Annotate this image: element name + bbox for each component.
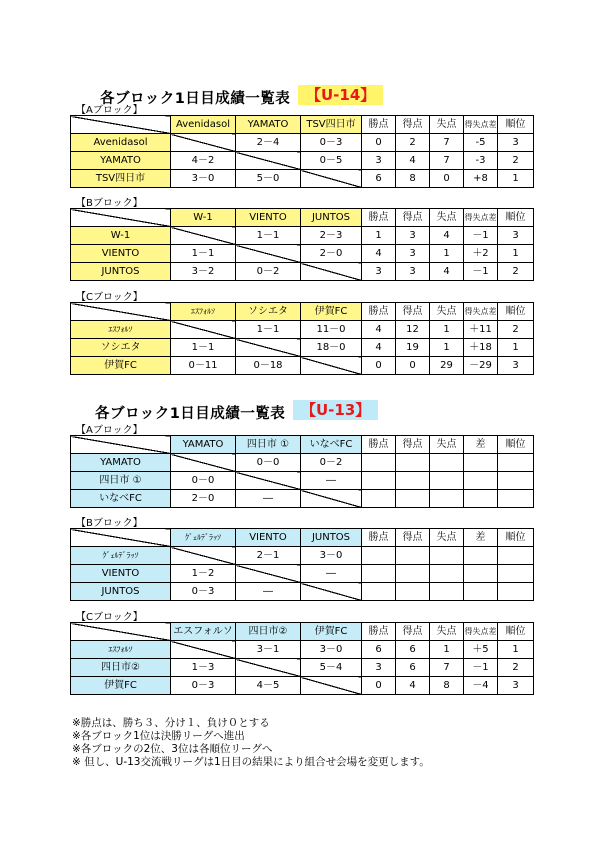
u13-block-b-table (70, 528, 534, 601)
table-header-row (71, 623, 534, 641)
table-row (71, 152, 534, 170)
stat-cell (430, 583, 464, 601)
stat-header: 得点 (396, 303, 430, 321)
stat-cell: 3 (498, 134, 534, 152)
team-header: いなべFC (301, 436, 362, 454)
stat-cell (362, 472, 396, 490)
stat-cell (396, 472, 430, 490)
stat-cell (464, 490, 498, 508)
row-team-name: VIENTO (71, 245, 171, 263)
table-row (71, 263, 534, 281)
team-header: YAMATO (171, 436, 236, 454)
note-line: ※各ブロック1位は決勝リーグへ進出 (72, 730, 245, 742)
stat-cell (396, 490, 430, 508)
stat-header: 差 (464, 529, 498, 547)
stat-cell: 1 (430, 321, 464, 339)
match-score: 2－3 (301, 227, 362, 245)
match-score: 4－2 (171, 152, 236, 170)
stat-cell: 3 (362, 152, 396, 170)
match-score: 0－3 (171, 583, 236, 601)
stat-cell: ＋5 (464, 641, 498, 659)
stat-cell: 1 (430, 339, 464, 357)
table-row (71, 357, 534, 375)
stat-cell: +8 (464, 170, 498, 188)
table-row (71, 565, 534, 583)
stat-cell: 7 (430, 152, 464, 170)
stat-header: 勝点 (362, 529, 396, 547)
match-score: 0－3 (171, 677, 236, 695)
stat-cell (498, 454, 534, 472)
note-line: ※勝点は、勝ち３、分け１、負け０とする (72, 717, 270, 729)
u13-block-c-label: 【Cブロック】 (76, 612, 143, 623)
stat-header: 得失点差 (464, 623, 498, 641)
self-match-cell (301, 357, 362, 375)
stat-header: 勝点 (362, 303, 396, 321)
team-header: 伊賀FC (301, 623, 362, 641)
stat-cell (362, 454, 396, 472)
stat-cell: 0 (430, 170, 464, 188)
team-header: VIENTO (236, 529, 301, 547)
u13-block-a-label: 【Aブロック】 (76, 425, 143, 436)
self-match-cell (171, 227, 236, 245)
stat-cell: 3 (396, 227, 430, 245)
stat-cell: 4 (396, 677, 430, 695)
self-match-cell (236, 659, 301, 677)
stat-cell: 6 (396, 659, 430, 677)
stat-cell: 1 (498, 339, 534, 357)
stat-cell (362, 565, 396, 583)
match-score: 5－0 (236, 170, 301, 188)
stat-cell: 2 (498, 321, 534, 339)
row-team-name: JUNTOS (71, 263, 171, 281)
self-match-cell (236, 245, 301, 263)
stat-cell: 4 (430, 227, 464, 245)
stat-cell (430, 490, 464, 508)
match-score: 3－1 (236, 641, 301, 659)
stat-cell: ＋2 (464, 245, 498, 263)
self-match-cell (171, 547, 236, 565)
stat-header: 失点 (430, 303, 464, 321)
stat-cell (430, 547, 464, 565)
team-header: 四日市② (236, 623, 301, 641)
stat-cell (464, 583, 498, 601)
team-header: Avenidasol (171, 116, 236, 134)
stat-cell: 12 (396, 321, 430, 339)
stat-header: 失点 (430, 116, 464, 134)
stat-cell: 4 (396, 152, 430, 170)
stat-header: 勝点 (362, 623, 396, 641)
u13-block-a-table (70, 435, 534, 508)
note-line: ※各ブロックの2位、3位は各順位リーグへ (72, 743, 273, 755)
match-score: 4－5 (236, 677, 301, 695)
stat-cell (396, 547, 430, 565)
table-row (71, 134, 534, 152)
stat-cell (464, 547, 498, 565)
stat-header: 得点 (396, 209, 430, 227)
stat-cell: 2 (498, 263, 534, 281)
u14-block-a-table (70, 115, 534, 188)
match-score: 1－3 (171, 659, 236, 677)
stat-header: 勝点 (362, 116, 396, 134)
row-team-name: 四日市② (71, 659, 171, 677)
stat-header: 順位 (498, 116, 534, 134)
stat-cell: 3 (498, 227, 534, 245)
stat-cell: 4 (362, 245, 396, 263)
stat-header: 得点 (396, 623, 430, 641)
row-team-name: VIENTO (71, 565, 171, 583)
stat-header: 勝点 (362, 436, 396, 454)
table-row (71, 321, 534, 339)
table-header-row (71, 209, 534, 227)
u14-block-c-table (70, 302, 534, 375)
stat-cell: 2 (396, 134, 430, 152)
u14-block-c-label: 【Cブロック】 (76, 292, 143, 303)
stat-cell: 1 (362, 227, 396, 245)
match-score: 0－11 (171, 357, 236, 375)
self-match-cell (171, 454, 236, 472)
corner-cell (71, 116, 171, 134)
u13-category-badge: 【U-13】 (293, 400, 378, 420)
table-row (71, 547, 534, 565)
table-row (71, 490, 534, 508)
team-header: JUNTOS (301, 529, 362, 547)
stat-cell: ＋11 (464, 321, 498, 339)
stat-cell: 8 (430, 677, 464, 695)
stat-cell (464, 454, 498, 472)
notes (72, 717, 430, 769)
table-header-row (71, 436, 534, 454)
self-match-cell (171, 641, 236, 659)
stat-cell: 4 (362, 339, 396, 357)
stat-cell (498, 490, 534, 508)
self-match-cell (301, 263, 362, 281)
stat-cell: 8 (396, 170, 430, 188)
stat-cell: －1 (464, 263, 498, 281)
stat-header: 順位 (498, 529, 534, 547)
stat-cell: 3 (498, 677, 534, 695)
row-team-name: 四日市 ① (71, 472, 171, 490)
stat-cell: 4 (430, 263, 464, 281)
u13-block-c-table (70, 622, 534, 695)
table-row (71, 641, 534, 659)
stat-header: 得点 (396, 116, 430, 134)
stat-header: 順位 (498, 303, 534, 321)
corner-cell (71, 529, 171, 547)
match-score: 2－0 (171, 490, 236, 508)
match-score: 0－2 (301, 454, 362, 472)
self-match-cell (236, 472, 301, 490)
match-score: 0－2 (236, 263, 301, 281)
table-row (71, 472, 534, 490)
stat-cell: 6 (362, 170, 396, 188)
stat-header: 差 (464, 436, 498, 454)
table-row (71, 170, 534, 188)
match-score: 0－0 (236, 454, 301, 472)
stat-cell: －4 (464, 677, 498, 695)
match-score: 3－0 (171, 170, 236, 188)
row-team-name: YAMATO (71, 454, 171, 472)
stat-header: 順位 (498, 209, 534, 227)
stat-cell: 3 (498, 357, 534, 375)
table-row (71, 583, 534, 601)
row-team-name: ソシエタ (71, 339, 171, 357)
match-score: ― (236, 583, 301, 601)
stat-cell: 3 (396, 263, 430, 281)
stat-header: 失点 (430, 529, 464, 547)
stat-cell: 3 (362, 263, 396, 281)
stat-header: 得失点差 (464, 303, 498, 321)
stat-cell: 0 (362, 134, 396, 152)
stat-cell: 7 (430, 134, 464, 152)
self-match-cell (236, 152, 301, 170)
stat-cell (498, 472, 534, 490)
stat-cell: 2 (498, 659, 534, 677)
stat-cell: 1 (430, 641, 464, 659)
team-header: ソシエタ (236, 303, 301, 321)
stat-cell (498, 583, 534, 601)
self-match-cell (236, 339, 301, 357)
match-score: 1－1 (171, 339, 236, 357)
stat-cell: 6 (396, 641, 430, 659)
stat-header: 得失点差 (464, 209, 498, 227)
stat-header: 勝点 (362, 209, 396, 227)
stat-header: 得失点差 (464, 116, 498, 134)
stat-cell (430, 454, 464, 472)
self-match-cell (301, 677, 362, 695)
stat-cell: -3 (464, 152, 498, 170)
table-row (71, 339, 534, 357)
match-score: 1－1 (236, 321, 301, 339)
u14-block-b-table (70, 208, 534, 281)
corner-cell (71, 436, 171, 454)
team-header: TSV四日市 (301, 116, 362, 134)
match-score: 1－1 (236, 227, 301, 245)
stat-cell (498, 565, 534, 583)
stat-cell: 1 (498, 641, 534, 659)
stat-cell (396, 454, 430, 472)
stat-header: 得点 (396, 436, 430, 454)
stat-cell: 29 (430, 357, 464, 375)
stat-cell (464, 472, 498, 490)
stat-cell: 1 (498, 245, 534, 263)
stat-cell: 3 (362, 659, 396, 677)
match-score: 3－0 (301, 547, 362, 565)
self-match-cell (301, 490, 362, 508)
table-header-row (71, 529, 534, 547)
match-score: 2－0 (301, 245, 362, 263)
stat-cell: 0 (396, 357, 430, 375)
table-row (71, 659, 534, 677)
stat-cell (498, 547, 534, 565)
stat-cell (464, 565, 498, 583)
stat-cell: －29 (464, 357, 498, 375)
self-match-cell (171, 321, 236, 339)
match-score: 18－0 (301, 339, 362, 357)
row-team-name: ｴｽﾌｫﾙｿ (71, 641, 171, 659)
stat-header: 失点 (430, 623, 464, 641)
match-score: ― (301, 472, 362, 490)
stat-header: 順位 (498, 436, 534, 454)
stat-cell: 0 (362, 677, 396, 695)
u13-block-b-label: 【Bブロック】 (76, 518, 143, 529)
self-match-cell (236, 565, 301, 583)
stat-cell (362, 490, 396, 508)
team-header: エスフォルソ (171, 623, 236, 641)
note-line: ※ 但し、U-13交流戦リーグは1日目の結果により組合せ会場を変更します。 (72, 756, 430, 768)
stat-cell: 0 (362, 357, 396, 375)
self-match-cell (171, 134, 236, 152)
table-header-row (71, 303, 534, 321)
team-header: 四日市 ① (236, 436, 301, 454)
match-score: 5－4 (301, 659, 362, 677)
row-team-name: 伊賀FC (71, 357, 171, 375)
stat-cell: 3 (396, 245, 430, 263)
stat-cell: 6 (362, 641, 396, 659)
match-score: 1－1 (171, 245, 236, 263)
row-team-name: W-1 (71, 227, 171, 245)
row-team-name: ｸﾞｪﾙﾃﾞﾗｯｿ (71, 547, 171, 565)
stat-cell (362, 583, 396, 601)
stat-cell (396, 583, 430, 601)
team-header: ｴｽﾌｫﾙｿ (171, 303, 236, 321)
stat-cell (430, 565, 464, 583)
team-header: JUNTOS (301, 209, 362, 227)
match-score: 0－3 (301, 134, 362, 152)
u14-category-badge: 【U-14】 (298, 85, 383, 105)
row-team-name: TSV四日市 (71, 170, 171, 188)
stat-header: 失点 (430, 436, 464, 454)
team-header: W-1 (171, 209, 236, 227)
stat-cell: 1 (498, 170, 534, 188)
match-score: 0－0 (171, 472, 236, 490)
team-header: VIENTO (236, 209, 301, 227)
table-row (71, 454, 534, 472)
self-match-cell (301, 583, 362, 601)
stat-cell: 2 (498, 152, 534, 170)
match-score: 2－4 (236, 134, 301, 152)
stat-header: 失点 (430, 209, 464, 227)
team-header: ｸﾞｪﾙﾃﾞﾗｯｿ (171, 529, 236, 547)
row-team-name: ｴｽﾌｫﾙｿ (71, 321, 171, 339)
team-header: YAMATO (236, 116, 301, 134)
table-row (71, 227, 534, 245)
stat-cell: －1 (464, 659, 498, 677)
stat-cell: 19 (396, 339, 430, 357)
team-header: 伊賀FC (301, 303, 362, 321)
stat-cell: 1 (430, 245, 464, 263)
match-score: 2－1 (236, 547, 301, 565)
corner-cell (71, 303, 171, 321)
match-score: 3－2 (171, 263, 236, 281)
stat-cell: 4 (362, 321, 396, 339)
stat-header: 順位 (498, 623, 534, 641)
self-match-cell (301, 170, 362, 188)
table-row (71, 677, 534, 695)
stat-cell (396, 565, 430, 583)
stat-cell (362, 547, 396, 565)
corner-cell (71, 209, 171, 227)
u14-title: 各ブロック1日目成績一覧表 (100, 91, 291, 107)
row-team-name: Avenidasol (71, 134, 171, 152)
row-team-name: JUNTOS (71, 583, 171, 601)
match-score: 3－0 (301, 641, 362, 659)
match-score: 0－18 (236, 357, 301, 375)
match-score: 0－5 (301, 152, 362, 170)
u13-title: 各ブロック1日目成績一覧表 (95, 406, 286, 422)
stat-cell: -5 (464, 134, 498, 152)
match-score: ― (301, 565, 362, 583)
table-header-row (71, 116, 534, 134)
match-score: 1－2 (171, 565, 236, 583)
stat-cell: 7 (430, 659, 464, 677)
row-team-name: いなべFC (71, 490, 171, 508)
corner-cell (71, 623, 171, 641)
row-team-name: 伊賀FC (71, 677, 171, 695)
stat-header: 得点 (396, 529, 430, 547)
stat-cell: －1 (464, 227, 498, 245)
row-team-name: YAMATO (71, 152, 171, 170)
stat-cell (430, 472, 464, 490)
u14-block-a-label: 【Aブロック】 (76, 105, 143, 116)
u14-block-b-label: 【Bブロック】 (76, 198, 143, 209)
table-row (71, 245, 534, 263)
stat-cell: ＋18 (464, 339, 498, 357)
match-score: 11－0 (301, 321, 362, 339)
match-score: ― (236, 490, 301, 508)
